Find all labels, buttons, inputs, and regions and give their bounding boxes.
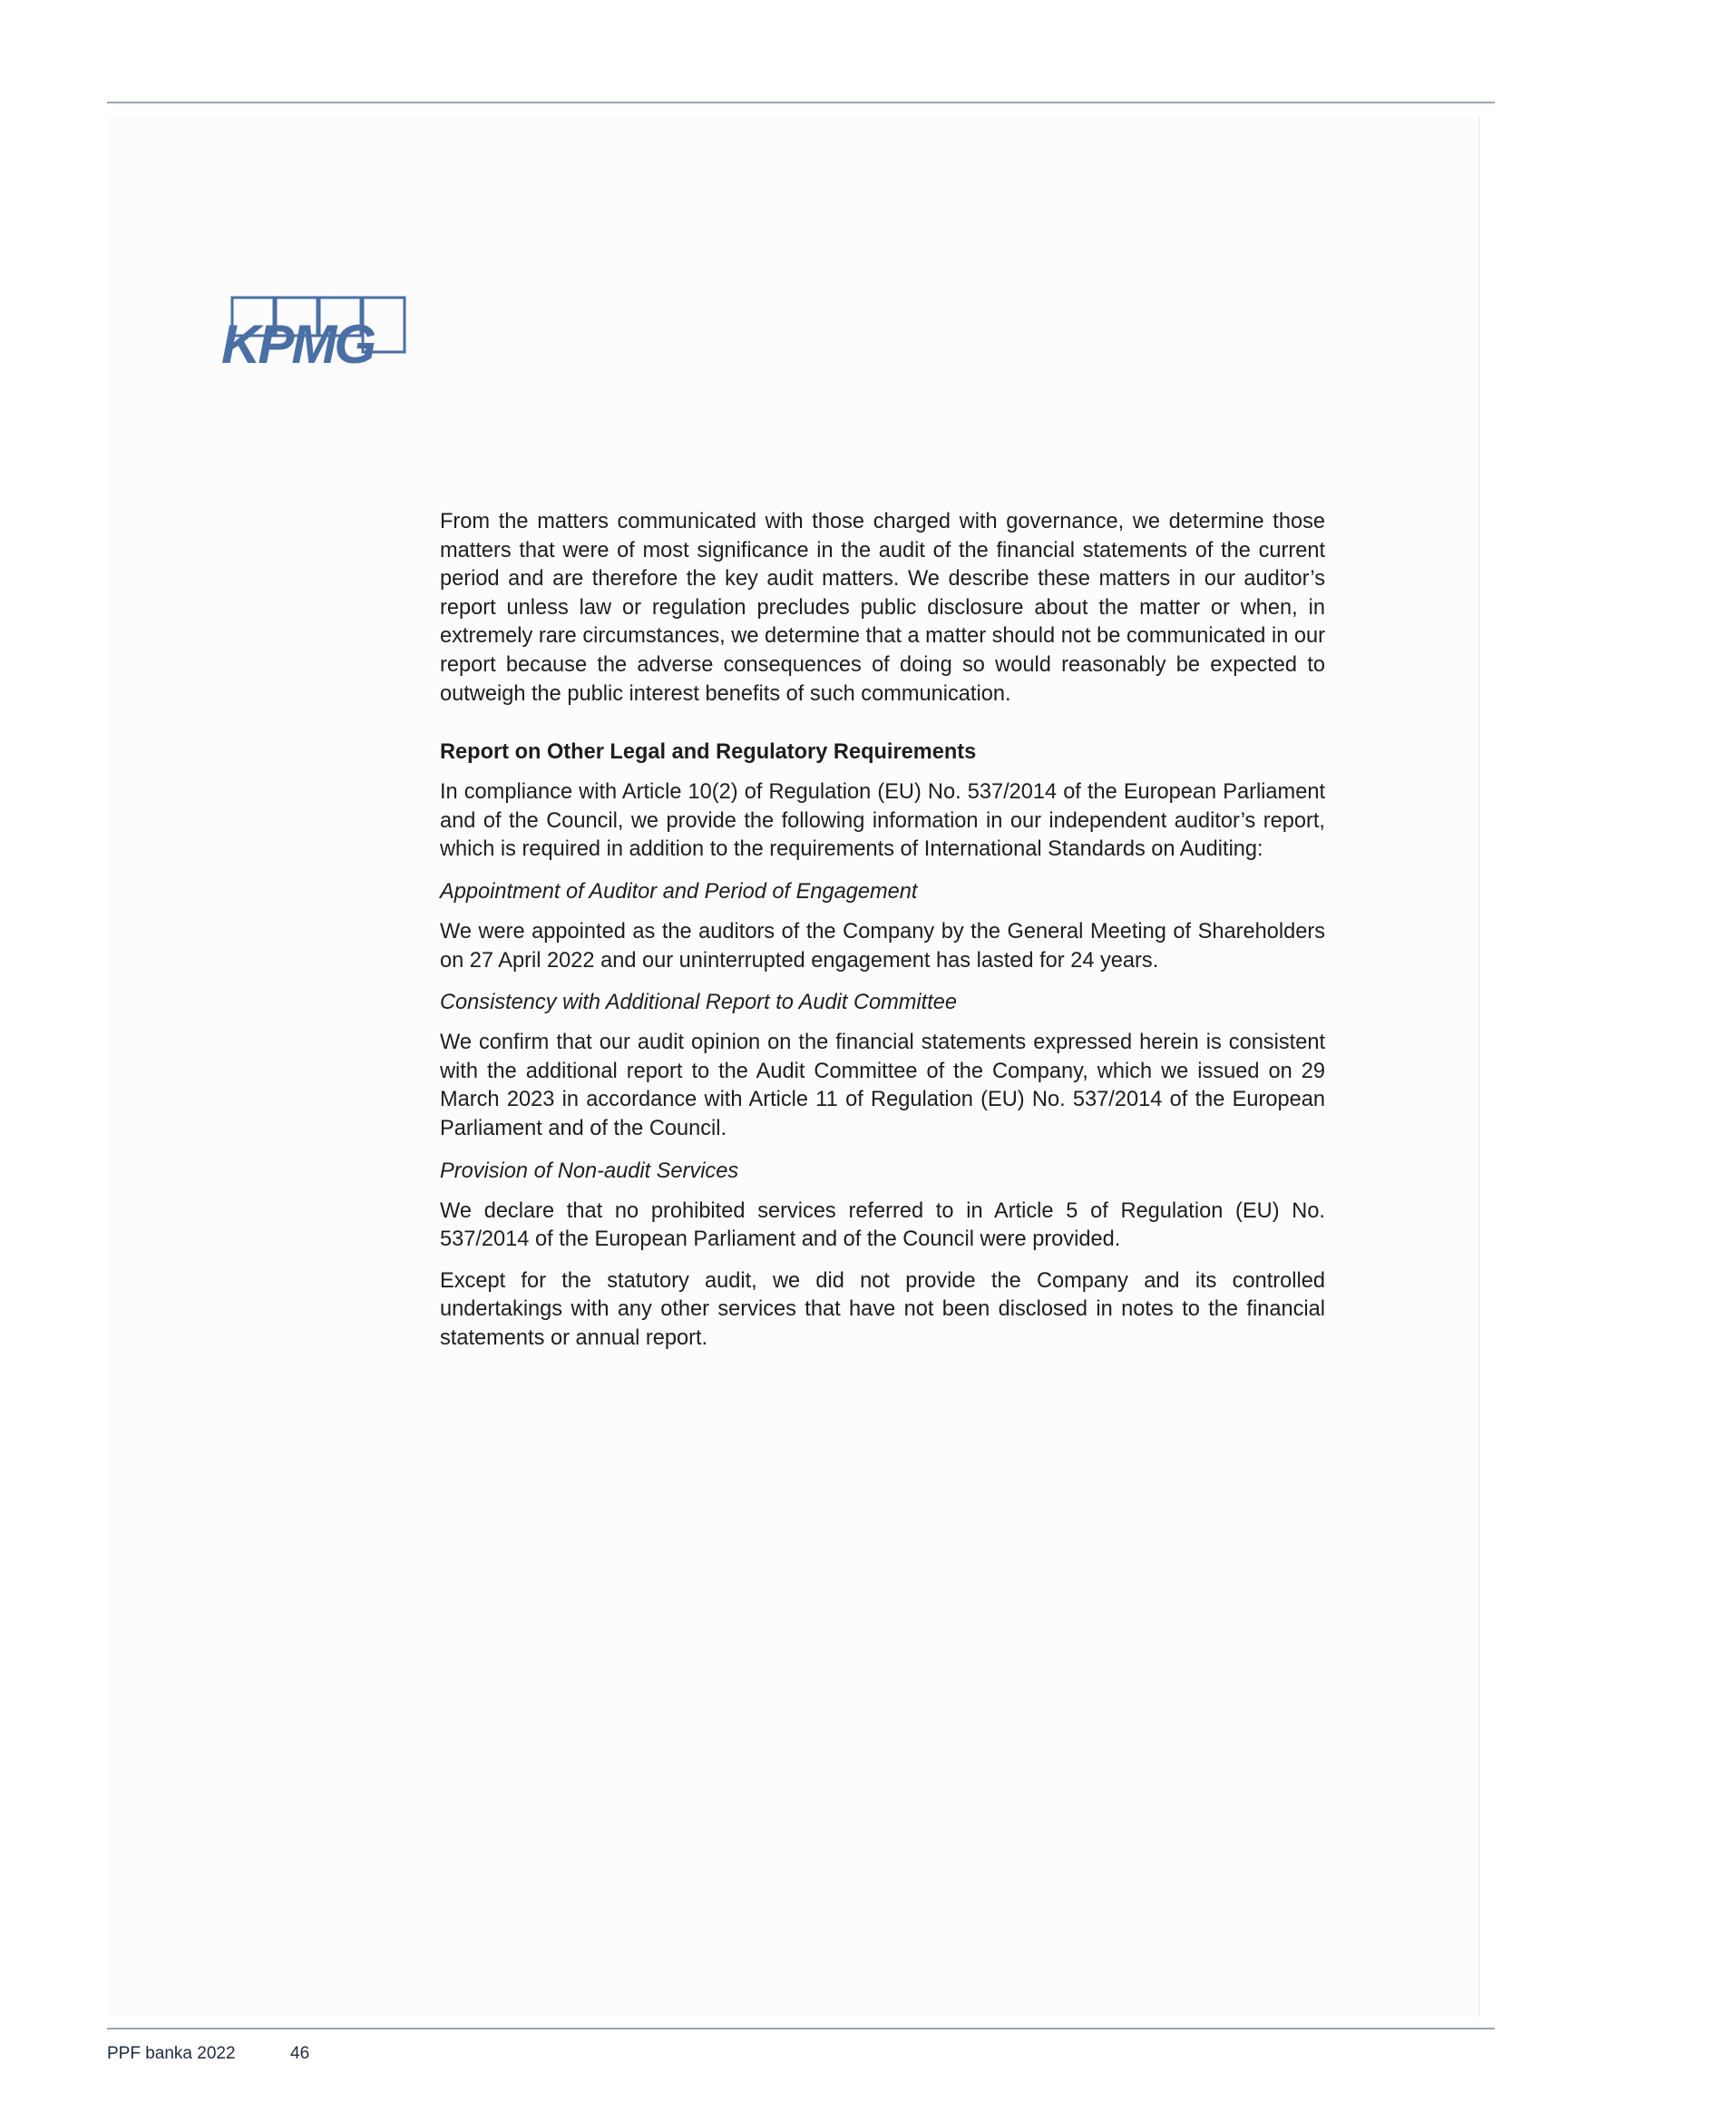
consistency-paragraph: We confirm that our audit opinion on the financial statements expressed herein is consistent with the additional report to the Audit Committee of the Company, which we issued on 29 March 2023 in accordance with Article 11 of Regulation (EU) No. 537/2014 of the European Parliament and of the Council. — [440, 1031, 1325, 1140]
footer-title: PPF banka 2022 — [107, 2044, 236, 2063]
page-number: 46 — [290, 2044, 310, 2063]
provision-paragraph: We declare that no prohibited services referred to in Article 5 of Regulation (EU) No. 537/2014 of the European Parliament and of the Council were provided. — [440, 1198, 1325, 1252]
svg-text:KPMG: KPMG — [221, 314, 374, 368]
compliance-paragraph: In compliance with Article 10(2) of Regulation (EU) No. 537/2014 of the European Parliament and of the Council, we provide the following information in our independent auditor’s report, which is required in addition to the requirements of International Standards on Auditing: — [440, 780, 1325, 862]
header-rule — [107, 102, 1495, 103]
appointment-subheading: Appointment of Auditor and Period of Engagement — [440, 879, 918, 904]
provision-subheading: Provision of Non-audit Services — [440, 1159, 739, 1183]
consistency-subheading: Consistency with Additional Report to Audit Committee — [440, 991, 958, 1015]
report-body — [440, 508, 1325, 1365]
kpmg-logo — [219, 296, 410, 368]
section-heading: Report on Other Legal and Regulatory Requirements — [440, 740, 977, 765]
footer-rule — [107, 2028, 1495, 2029]
except-paragraph: Except for the statutory audit, we did not provide the Company and its controlled undertakings with any other services that have not been disclosed in notes to the financial statements or annual report. — [440, 1268, 1325, 1350]
intro-paragraph: From the matters communicated with those charged with governance, we determine those matters that were of most significance in the audit of the financial statements of the current period and are therefore the key audit matters. We describe these matters in our auditor’s report unless law or regulation precludes public disclosure about the matter or when, in extremely rare circumstances, we determine that a matter should not be communicated in our report because the adverse consequences of doing so would reasonably be expected to outweigh the public interest benefits of such communication. — [440, 510, 1325, 706]
appointment-paragraph: We were appointed as the auditors of the Company by the General Meeting of Shareholders on 27 April 2022 and our uninterrupted engagement has lasted for 24 years. — [440, 919, 1325, 973]
